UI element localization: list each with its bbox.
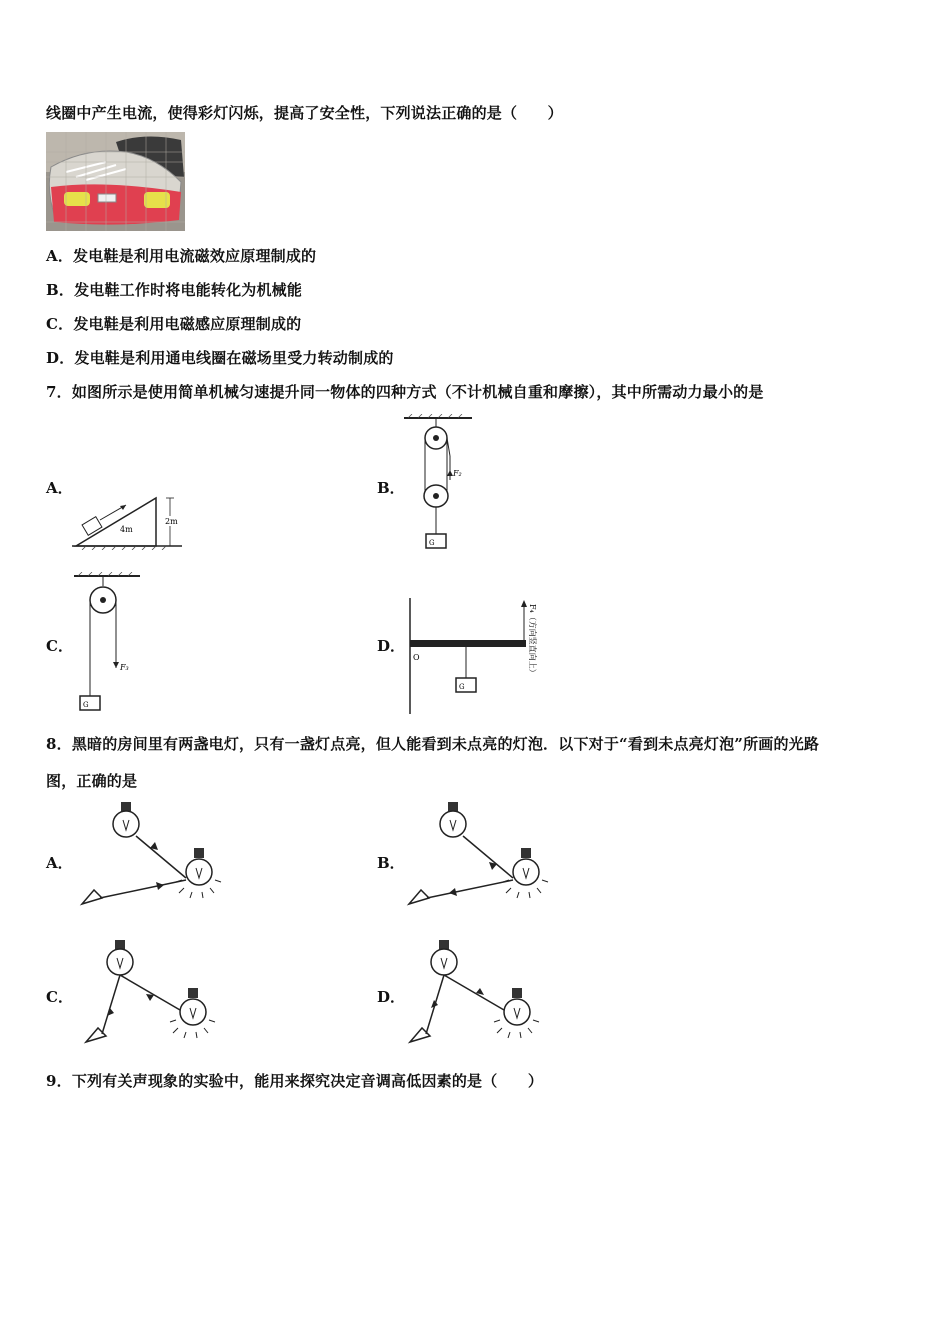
q8-label-c: C． (46, 988, 73, 1006)
svg-text:G: G (429, 539, 435, 547)
lit-bulb-icon (503, 848, 548, 898)
q6-option-a: A．发电鞋是利用电流磁效应原理制成的 (46, 247, 317, 265)
q6-option-b: B．发电鞋工作时将电能转化为机械能 (46, 281, 303, 299)
incline-height-label: 2m (165, 517, 178, 526)
light-path-figure-a (78, 800, 228, 910)
incline-length-label: 4m (120, 525, 133, 534)
q7-label-d: D． (377, 637, 406, 655)
pulley-block-figure (404, 414, 472, 552)
q8-label-d: D． (377, 988, 406, 1006)
unlit-bulb-icon (440, 802, 466, 837)
pulley-block-force-label: F₂ (453, 469, 462, 478)
svg-text:G: G (83, 701, 89, 709)
lever-figure (406, 598, 544, 714)
q8-stem-line1: 8．黑暗的房间里有两盏电灯，只有一盏灯点亮，但人能看到未点亮的灯泡．以下对于“看到未点亮灯泡”所画的光路 (46, 735, 820, 753)
q7-stem: 7．如图所示是使用简单机械匀速提升同一物体的四种方式（不计机械自重和摩擦），其中所需动力最小的是 (46, 383, 764, 401)
q7-label-c: C． (46, 637, 73, 655)
unlit-bulb-icon (113, 802, 139, 837)
q6-option-d: D．发电鞋是利用通电线圈在磁场里受力转动制成的 (46, 349, 394, 367)
lever-pivot-label: O (413, 653, 420, 662)
eye-icon (82, 890, 102, 904)
unlit-bulb-icon (431, 940, 457, 975)
q6-option-c: C．发电鞋是利用电磁感应原理制成的 (46, 315, 302, 333)
light-path-figure-d (406, 938, 556, 1048)
light-path-figure-c (82, 938, 232, 1048)
lever-force-label: F₄（方向竖直向上） (528, 604, 537, 677)
lit-bulb-icon (176, 848, 221, 898)
unlit-bulb-icon (107, 940, 133, 975)
fixed-pulley-force-label: F₃ (120, 663, 129, 672)
q7-label-b: B． (377, 479, 405, 497)
incline-figure (72, 492, 184, 550)
q8-label-a: A． (46, 854, 73, 872)
lit-bulb-icon (170, 988, 215, 1038)
generator-shoe-image (46, 132, 185, 231)
fixed-pulley-figure (74, 572, 140, 714)
svg-text:G: G (459, 683, 465, 691)
q8-label-b: B． (377, 854, 405, 872)
lit-bulb-icon (494, 988, 539, 1038)
q6-stem: 线圈中产生电流，使得彩灯闪烁，提高了安全性，下列说法正确的是（ ） (46, 104, 563, 122)
q9-stem: 9．下列有关声现象的实验中，能用来探究决定音调高低因素的是（ ） (46, 1072, 544, 1090)
q8-stem-line2: 图，正确的是 (46, 772, 138, 790)
light-path-figure-b (405, 800, 555, 910)
eye-icon (409, 890, 429, 904)
q7-label-a: A． (46, 479, 73, 497)
